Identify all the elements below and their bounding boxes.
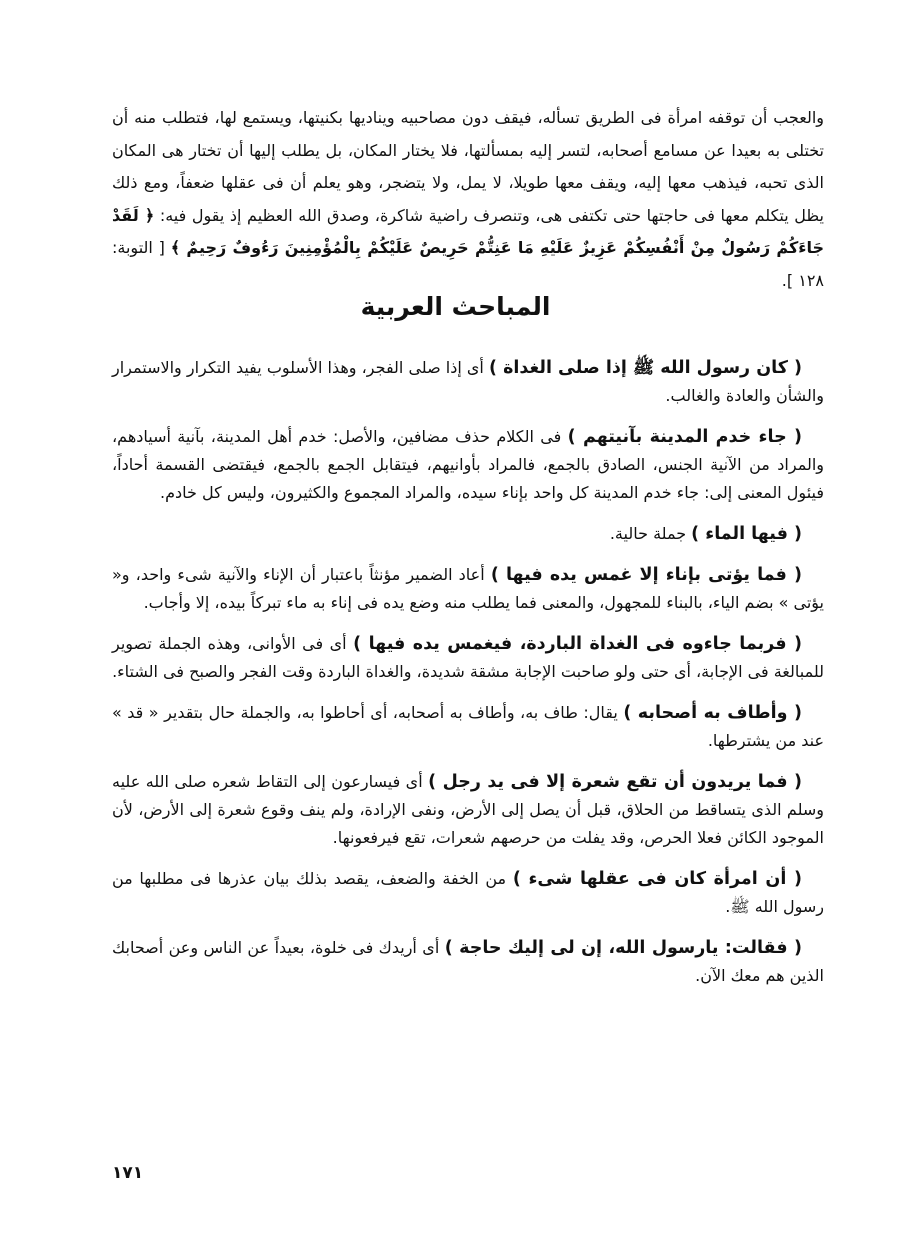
entry-lemma: ( فما يؤتى بإناء إلا غمس يده فيها )	[490, 565, 802, 585]
explanation-entry	[112, 699, 824, 755]
entry-text: جملة حالية.	[609, 524, 687, 543]
entry-lemma: ( فقالت: يارسول الله، إن لى إليك حاجة )	[444, 938, 802, 958]
explanation-entry	[112, 934, 824, 990]
entry-lemma: ( فربما جاءوه فى الغداة الباردة، فيغمس يده فيها )	[353, 634, 803, 654]
entry-lemma: ( كان رسول الله ﷺ إذا صلى الغداة )	[488, 358, 802, 378]
explanation-entry	[112, 768, 824, 852]
entry-text: فى الكلام حذف مضافين، والأصل: خدم أهل المدينة، بآنية أسيادهم، والمراد من الآنية الجنس، الصادق بالجمع، فالمراد بأوانيهم، فيتقابل الجمع بالجمع، فيقتضى القسمة أحاداً، فيئول المعنى إلى: جاء خدم المدينة كل واحد بإناء سيده، والمراد المجموع والكثيرون، وليس كل خادم.	[112, 427, 824, 502]
verse-citation: [ التوبة: ١٢٨ ].	[112, 238, 824, 290]
entry-text: أى أريدك فى خلوة، بعيداً عن الناس وعن أصحابك الذين هم معك الآن.	[112, 938, 824, 985]
intro-text: والعجب أن توقفه امرأة فى الطريق تسأله، فيقف دون مصاحبيه ويناديها بكنيتها، ويستمع لها، فتطلب منه أن تختلى به بعيدا عن مسامع أصحابه، لتسر إليه بمسألتها، فلا يختار المكان، بل يطلب إليها أن تختار هى المكان الذى تحبه، فيذهب معها إليه، ويقف معها طويلا، لا يمل، ولا يتضجر، وهو يعلم أن فى عقلها ضعفاً، ومع ذلك يظل يتكلم معها فى حاجتها حتى تكتفى هى، وتنصرف راضية شاكرة، وصدق الله العظيم إذ يقول فيه:	[112, 108, 824, 225]
explanation-entry	[112, 520, 824, 548]
explanation-entry	[112, 865, 824, 921]
explanation-entry	[112, 561, 824, 617]
entry-text: من الخفة والضعف، يقصد بذلك بيان عذرها فى مطلبها من رسول الله ﷺ.	[112, 869, 824, 916]
explanation-entry	[112, 354, 824, 410]
quran-verse: ﴿ لَقَدْ جَاءَكُمْ رَسُولٌ مِنْ أَنْفُسِكُمْ عَزِيزٌ عَلَيْهِ مَا عَنِتُّمْ حَرِيصٌ عَلَيْكُمْ بِالْمُؤْمِنِينَ رَءُوفٌ رَحِيمٌ ﴾	[112, 205, 824, 257]
entry-lemma: ( فما يريدون أن تقع شعرة إلا فى يد رجل )	[428, 772, 802, 792]
entry-text: أى فى الأوانى، وهذه الجملة تصوير للمبالغة فى الإجابة، أى حتى ولو صاحبت الإجابة مشقة شديدة، والغداة الباردة وقت الفجر والصبح فى الشتاء.	[112, 634, 824, 681]
section-title: المباحث العربية	[360, 292, 551, 321]
explanations-list	[112, 354, 824, 1003]
entry-lemma: ( فيها الماء )	[691, 524, 802, 544]
entry-lemma: ( وأطاف به أصحابه )	[623, 703, 802, 723]
page-number: ١٧١	[112, 1163, 144, 1183]
explanation-entry	[112, 630, 824, 686]
entry-text: يقال: طاف به، وأطاف به أصحابه، أى أحاطوا به، والجملة حال بتقدير « قد » عند من يشترطها.	[112, 703, 824, 750]
entry-lemma: ( أن امرأة كان فى عقلها شىء )	[512, 869, 803, 889]
entry-lemma: ( جاء خدم المدينة بآنيتهم )	[567, 427, 803, 447]
entry-text: أى فيسارعون إلى التقاط شعره صلى الله عليه وسلم الذى يتساقط من الحلاق، قبل أن يصل إلى الأرض، ونفى الإرادة، ولم ينف وقوع شعرة إلى الأرض، لأن الموجود الكائن فعلا الحرص، وقد يفلت من حرصهم شعرات، تقع فيرفعونها.	[112, 772, 824, 847]
entry-text: أعاد الضمير مؤنثاً باعتبار أن الإناء والآنية شىء واحد، و« يؤتى » بضم الياء، بالبناء للمجهول، والمعنى فما يطلب منه وضع يده فى إناء به ماء تبركاً بيده، إلا وأجاب.	[112, 565, 824, 612]
entry-text: أى إذا صلى الفجر، وهذا الأسلوب يفيد التكرار والاستمرار والشأن والعادة والغالب.	[112, 358, 824, 405]
explanation-entry	[112, 423, 824, 507]
intro-paragraph	[112, 102, 824, 297]
